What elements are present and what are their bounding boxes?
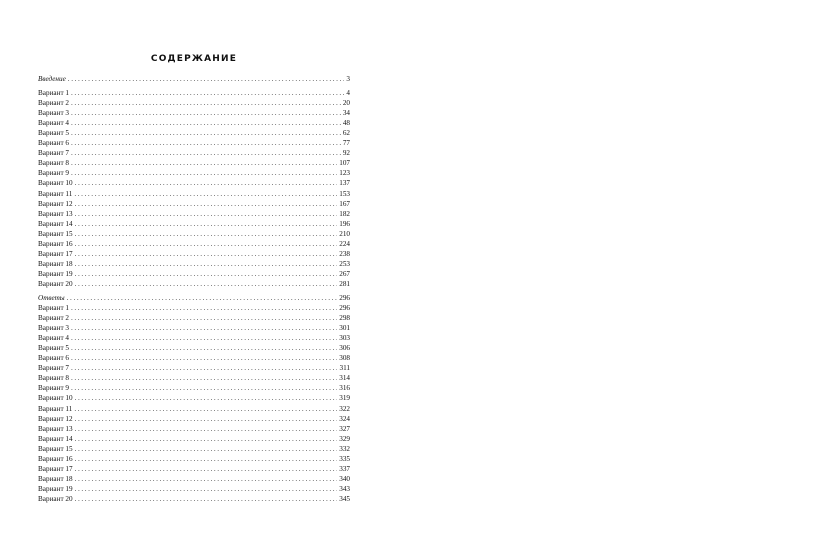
toc-entry-label: Вариант 15: [38, 444, 73, 453]
toc-section: [38, 88, 350, 289]
toc-entry: [38, 74, 350, 84]
toc-entry: [38, 323, 350, 333]
toc-entry: [38, 259, 350, 269]
toc-entry: [38, 209, 350, 219]
toc-entry-page: 314: [339, 374, 350, 383]
toc-entry: [38, 128, 350, 138]
toc-entry: [38, 454, 350, 464]
toc-dot-leader: [71, 303, 337, 313]
toc-entry-label: Вариант 18: [38, 259, 73, 268]
toc-entry-label: Вариант 7: [38, 149, 69, 158]
toc-entry-page: 303: [339, 334, 350, 343]
toc-dot-leader: [71, 98, 341, 108]
toc-entry: [38, 189, 350, 199]
toc-entry-page: 123: [339, 169, 350, 178]
toc-entry: [38, 229, 350, 239]
toc-entry: [38, 88, 350, 98]
toc-entry-label: Вариант 6: [38, 354, 69, 363]
toc-entry: [38, 269, 350, 279]
toc-entry: [38, 424, 350, 434]
toc-entry-label: Вариант 6: [38, 139, 69, 148]
toc-entry-label: Вариант 20: [38, 494, 73, 503]
toc-entry-label: Вариант 9: [38, 169, 69, 178]
toc-entry-page: 77: [342, 139, 350, 148]
toc-entry-page: 4: [346, 89, 350, 98]
toc-entry: [38, 313, 350, 323]
toc-dot-leader: [75, 279, 338, 289]
toc-entry-label: Вариант 8: [38, 374, 69, 383]
toc-entry-page: 340: [339, 474, 350, 483]
toc-dot-leader: [75, 484, 338, 494]
toc-dot-leader: [75, 269, 338, 279]
toc-dot-leader: [75, 454, 338, 464]
toc-dot-leader: [75, 434, 338, 444]
toc-entry-page: 107: [339, 159, 350, 168]
toc-entry-label: Введение: [38, 75, 66, 83]
toc-entry: [38, 393, 350, 403]
toc-entry: [38, 199, 350, 209]
toc-entry: [38, 464, 350, 474]
toc-entry-label: Вариант 4: [38, 334, 69, 343]
toc-entry-label: Вариант 17: [38, 464, 73, 473]
toc-entry-page: 224: [339, 239, 350, 248]
toc-entry: [38, 249, 350, 259]
toc-entry-label: Вариант 13: [38, 209, 73, 218]
toc-entry: [38, 303, 350, 313]
toc-entry-page: 327: [339, 424, 350, 433]
toc-dot-leader: [75, 393, 338, 403]
toc-entry-page: 182: [339, 209, 350, 218]
toc-dot-leader: [71, 363, 337, 373]
toc-entry-page: 167: [339, 199, 350, 208]
toc-entry: [38, 219, 350, 229]
toc-entry-page: 48: [342, 119, 350, 128]
toc-dot-leader: [71, 158, 337, 168]
toc-entry: [38, 343, 350, 353]
toc-entry: [38, 373, 350, 383]
toc-dot-leader: [71, 383, 337, 393]
toc-dot-leader: [71, 138, 341, 148]
toc-dot-leader: [75, 444, 338, 454]
toc-entry: [38, 98, 350, 108]
toc-entry-page: 335: [339, 454, 350, 463]
toc-entry-page: 153: [339, 189, 350, 198]
toc-entry-label: Вариант 9: [38, 384, 69, 393]
toc-dot-leader: [71, 108, 341, 118]
toc-entry-page: 20: [342, 99, 350, 108]
toc-entry: [38, 168, 350, 178]
toc-entry-page: 345: [339, 494, 350, 503]
toc-entry-page: 332: [339, 444, 350, 453]
toc-entry: [38, 239, 350, 249]
toc-entry: [38, 118, 350, 128]
toc-entry: [38, 293, 350, 303]
toc-entry-page: 337: [339, 464, 350, 473]
toc-dot-leader: [75, 414, 338, 424]
toc-entry: [38, 484, 350, 494]
toc-dot-leader: [67, 293, 338, 303]
toc-entry-page: 296: [339, 293, 350, 302]
toc-dot-leader: [71, 313, 337, 323]
toc-dot-leader: [75, 259, 338, 269]
toc-entry-label: Вариант 3: [38, 324, 69, 333]
toc-entry-label: Вариант 20: [38, 279, 73, 288]
toc-entry-page: 306: [339, 344, 350, 353]
toc-dot-leader: [75, 178, 338, 188]
toc-entry-label: Вариант 10: [38, 179, 73, 188]
toc-entry-label: Вариант 12: [38, 199, 73, 208]
toc-entry-page: 316: [339, 384, 350, 393]
toc-dot-leader: [71, 333, 337, 343]
toc-title: СОДЕРЖАНИЕ: [150, 54, 238, 64]
toc-entry-label: Вариант 19: [38, 269, 73, 278]
toc-entry: [38, 178, 350, 188]
toc-dot-leader: [75, 239, 338, 249]
toc-entry-page: 196: [339, 219, 350, 228]
toc-entry-page: 62: [342, 129, 350, 138]
toc-entry-page: 322: [339, 404, 350, 413]
toc-entry-page: 319: [339, 394, 350, 403]
toc-entry-label: Ответы: [38, 293, 65, 302]
toc-entry-label: Вариант 14: [38, 434, 73, 443]
toc-entry-page: 137: [339, 179, 350, 188]
toc-dot-leader: [71, 353, 337, 363]
toc-dot-leader: [75, 199, 338, 209]
toc-dot-leader: [71, 118, 341, 128]
toc-entry: [38, 108, 350, 118]
toc-entry-label: Вариант 19: [38, 484, 73, 493]
toc-entry-page: 329: [339, 434, 350, 443]
toc-entry-page: 308: [339, 354, 350, 363]
toc-entry-page: 238: [339, 249, 350, 258]
toc-dot-leader: [75, 464, 338, 474]
toc-entry-label: Вариант 15: [38, 229, 73, 238]
toc-entry-label: Вариант 8: [38, 159, 69, 168]
toc-body: [38, 74, 350, 504]
toc-entry-label: Вариант 13: [38, 424, 73, 433]
toc-dot-leader: [71, 168, 337, 178]
toc-entry-label: Вариант 14: [38, 219, 73, 228]
toc-dot-leader: [75, 249, 338, 259]
toc-entry-label: Вариант 11: [38, 189, 73, 198]
toc-entry-label: Вариант 3: [38, 109, 69, 118]
toc-entry-page: 311: [339, 364, 350, 373]
toc-entry: [38, 333, 350, 343]
toc-entry-page: 253: [339, 259, 350, 268]
toc-dot-leader: [71, 323, 337, 333]
toc-entry: [38, 363, 350, 373]
toc-dot-leader: [75, 494, 338, 504]
toc-entry-label: Вариант 1: [38, 89, 69, 98]
toc-entry: [38, 279, 350, 289]
toc-dot-leader: [75, 209, 338, 219]
toc-entry-label: Вариант 2: [38, 99, 69, 108]
toc-entry-label: Вариант 1: [38, 304, 69, 313]
toc-entry-label: Вариант 5: [38, 344, 69, 353]
toc-entry: [38, 404, 350, 414]
toc-dot-leader: [75, 219, 338, 229]
toc-entry-label: Вариант 16: [38, 239, 73, 248]
toc-entry-label: Вариант 7: [38, 364, 69, 373]
toc-section: [38, 74, 350, 84]
toc-entry-page: 34: [342, 109, 350, 118]
toc-entry: [38, 353, 350, 363]
toc-entry: [38, 148, 350, 158]
toc-entry-label: Вариант 18: [38, 474, 73, 483]
toc-entry: [38, 494, 350, 504]
toc-entry: [38, 474, 350, 484]
toc-entry-page: 298: [339, 314, 350, 323]
toc-entry: [38, 383, 350, 393]
toc-entry-page: 296: [339, 304, 350, 313]
toc-dot-leader: [71, 88, 344, 98]
toc-entry: [38, 434, 350, 444]
toc-dot-leader: [74, 404, 337, 414]
toc-dot-leader: [71, 148, 341, 158]
toc-entry-page: 267: [339, 269, 350, 278]
toc-entry: [38, 138, 350, 148]
toc-entry-page: 301: [339, 324, 350, 333]
toc-entry-page: 324: [339, 414, 350, 423]
toc-entry-label: Вариант 17: [38, 249, 73, 258]
toc-entry-page: 3: [346, 75, 350, 83]
toc-entry-page: 210: [339, 229, 350, 238]
toc-dot-leader: [71, 128, 341, 138]
toc-entry-label: Вариант 4: [38, 119, 69, 128]
toc-entry: [38, 444, 350, 454]
toc-entry-label: Вариант 5: [38, 129, 69, 138]
toc-entry-label: Вариант 12: [38, 414, 73, 423]
toc-dot-leader: [71, 343, 337, 353]
toc-entry: [38, 414, 350, 424]
toc-entry-label: Вариант 16: [38, 454, 73, 463]
toc-dot-leader: [75, 424, 338, 434]
toc-entry-page: 281: [339, 279, 350, 288]
toc-entry-label: Вариант 11: [38, 404, 73, 413]
toc-entry-label: Вариант 2: [38, 314, 69, 323]
toc-dot-leader: [75, 229, 338, 239]
toc-dot-leader: [74, 189, 337, 199]
toc-dot-leader: [75, 474, 338, 484]
toc-dot-leader: [71, 373, 337, 383]
toc-page: [38, 52, 350, 504]
toc-section: [38, 293, 350, 504]
toc-entry: [38, 158, 350, 168]
toc-entry-label: Вариант 10: [38, 394, 73, 403]
toc-entry-page: 92: [342, 149, 350, 158]
toc-dot-leader: [68, 74, 345, 84]
toc-entry-page: 343: [339, 484, 350, 493]
